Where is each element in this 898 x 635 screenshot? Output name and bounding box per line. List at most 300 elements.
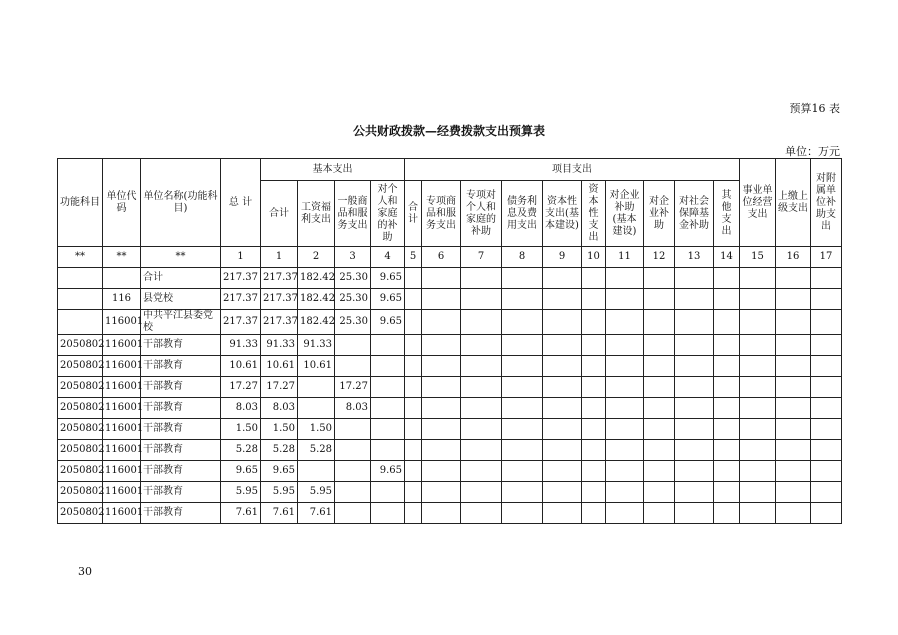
header-individual-subsidy: 对个人和家庭的补助 — [371, 181, 405, 247]
amount-cell — [811, 419, 842, 440]
amount-cell — [811, 503, 842, 524]
amount-cell — [644, 356, 675, 377]
amount-cell — [371, 335, 405, 356]
amount-cell — [335, 335, 371, 356]
amount-cell — [461, 482, 502, 503]
amount-cell — [776, 482, 811, 503]
amount-cell — [461, 503, 502, 524]
amount-cell — [405, 419, 422, 440]
table-row — [58, 482, 842, 503]
amount-cell — [461, 398, 502, 419]
unit-code-cell: 116001 — [103, 356, 141, 377]
amount-cell — [543, 335, 582, 356]
amount-cell — [644, 377, 675, 398]
unit-name-cell: 中共平江县委党校 — [141, 310, 221, 335]
amount-cell: 25.30 — [335, 289, 371, 310]
amount-cell — [543, 356, 582, 377]
amount-cell — [776, 335, 811, 356]
amount-cell: 25.30 — [335, 310, 371, 335]
amount-cell — [606, 268, 644, 289]
amount-cell — [606, 335, 644, 356]
amount-cell: 5.95 — [261, 482, 298, 503]
unit-code-cell: 116001 — [103, 398, 141, 419]
amount-cell: 5.95 — [298, 482, 335, 503]
amount-cell — [644, 335, 675, 356]
index-cell: ** — [103, 247, 141, 268]
amount-cell — [740, 310, 776, 335]
unit-code-cell: 116001 — [103, 377, 141, 398]
amount-cell — [298, 461, 335, 482]
index-cell: 3 — [335, 247, 371, 268]
header-project-expense: 项目支出 — [405, 159, 740, 181]
amount-cell — [582, 503, 606, 524]
amount-cell — [811, 377, 842, 398]
amount-cell — [335, 503, 371, 524]
amount-cell — [405, 356, 422, 377]
amount-cell — [335, 356, 371, 377]
amount-cell — [422, 503, 461, 524]
amount-cell — [543, 310, 582, 335]
amount-cell: 217.37 — [261, 268, 298, 289]
amount-cell — [405, 440, 422, 461]
header-func-code: 功能科目 — [58, 159, 103, 247]
amount-cell — [298, 377, 335, 398]
table-row — [58, 310, 842, 335]
amount-cell — [644, 461, 675, 482]
amount-cell: 1.50 — [261, 419, 298, 440]
func-code-cell — [58, 310, 103, 335]
header-unit-code: 单位代码 — [103, 159, 141, 247]
amount-cell — [502, 289, 543, 310]
amount-cell — [740, 419, 776, 440]
amount-cell — [461, 268, 502, 289]
func-code-cell: 2050802 — [58, 440, 103, 461]
amount-cell — [582, 310, 606, 335]
amount-cell: 5.28 — [221, 440, 261, 461]
amount-cell — [405, 268, 422, 289]
amount-cell: 9.65 — [371, 289, 405, 310]
amount-cell: 182.42 — [298, 289, 335, 310]
amount-cell — [675, 461, 714, 482]
amount-cell — [422, 482, 461, 503]
amount-cell: 217.37 — [221, 268, 261, 289]
amount-cell — [543, 268, 582, 289]
amount-cell — [714, 310, 740, 335]
amount-cell — [714, 461, 740, 482]
index-cell: 1 — [221, 247, 261, 268]
amount-cell: 17.27 — [261, 377, 298, 398]
amount-cell — [776, 419, 811, 440]
amount-cell — [298, 398, 335, 419]
amount-cell — [811, 335, 842, 356]
amount-cell — [606, 356, 644, 377]
unit-code-cell: 116001 — [103, 461, 141, 482]
func-code-cell — [58, 289, 103, 310]
amount-cell — [714, 440, 740, 461]
amount-cell — [675, 482, 714, 503]
amount-cell — [811, 461, 842, 482]
amount-cell — [582, 461, 606, 482]
amount-cell — [582, 289, 606, 310]
amount-cell — [335, 461, 371, 482]
amount-cell: 217.37 — [261, 289, 298, 310]
amount-cell — [335, 419, 371, 440]
amount-cell — [543, 289, 582, 310]
amount-cell: 9.65 — [371, 310, 405, 335]
amount-cell — [675, 398, 714, 419]
amount-cell: 5.28 — [261, 440, 298, 461]
amount-cell: 182.42 — [298, 310, 335, 335]
index-cell: 10 — [582, 247, 606, 268]
table-row — [58, 461, 842, 482]
amount-cell — [371, 482, 405, 503]
amount-cell — [422, 440, 461, 461]
unit-name-cell: 干部教育 — [141, 377, 221, 398]
amount-cell — [502, 356, 543, 377]
table-row — [58, 335, 842, 356]
amount-cell — [582, 419, 606, 440]
amount-cell — [776, 461, 811, 482]
amount-cell — [644, 268, 675, 289]
func-code-cell — [58, 268, 103, 289]
unit-name-cell: 干部教育 — [141, 461, 221, 482]
amount-cell — [714, 377, 740, 398]
amount-cell — [811, 440, 842, 461]
amount-cell: 7.61 — [261, 503, 298, 524]
amount-cell — [644, 419, 675, 440]
index-cell: 5 — [405, 247, 422, 268]
header-special-goods: 专项商品和服务支出 — [422, 181, 461, 247]
table-row — [58, 440, 842, 461]
amount-cell — [502, 310, 543, 335]
amount-cell — [422, 335, 461, 356]
amount-cell: 7.61 — [298, 503, 335, 524]
amount-cell — [644, 398, 675, 419]
header-total: 总 计 — [221, 159, 261, 247]
header-project-total: 合计 — [405, 181, 422, 247]
index-cell: 6 — [422, 247, 461, 268]
amount-cell — [422, 461, 461, 482]
amount-cell — [714, 289, 740, 310]
unit-code-cell: 116001 — [103, 503, 141, 524]
func-code-cell: 2050802 — [58, 482, 103, 503]
header-basic-expense: 基本支出 — [261, 159, 405, 181]
amount-cell — [740, 482, 776, 503]
amount-cell — [776, 377, 811, 398]
index-row — [58, 247, 842, 268]
amount-cell — [776, 356, 811, 377]
header-operating: 事业单位经营支出 — [740, 159, 776, 247]
amount-cell: 91.33 — [261, 335, 298, 356]
amount-cell — [714, 335, 740, 356]
amount-cell — [335, 482, 371, 503]
amount-cell — [582, 335, 606, 356]
index-cell: ** — [141, 247, 221, 268]
table-row — [58, 356, 842, 377]
amount-cell: 217.37 — [221, 310, 261, 335]
func-code-cell: 2050802 — [58, 419, 103, 440]
page-title: 公共财政拨款—经费拨款支出预算表 — [352, 124, 545, 138]
header-turnover: 上缴上级支出 — [776, 159, 811, 247]
unit-label: 单位：万元 — [785, 145, 840, 158]
amount-cell: 7.61 — [221, 503, 261, 524]
index-cell: 12 — [644, 247, 675, 268]
table-row — [58, 503, 842, 524]
amount-cell — [405, 310, 422, 335]
amount-cell — [811, 356, 842, 377]
amount-cell: 9.65 — [221, 461, 261, 482]
func-code-cell: 2050802 — [58, 356, 103, 377]
func-code-cell: 2050802 — [58, 377, 103, 398]
amount-cell: 8.03 — [335, 398, 371, 419]
budget-table — [57, 158, 842, 524]
amount-cell: 5.95 — [221, 482, 261, 503]
index-cell: 4 — [371, 247, 405, 268]
amount-cell — [675, 377, 714, 398]
amount-cell — [714, 419, 740, 440]
index-cell: 13 — [675, 247, 714, 268]
amount-cell — [543, 419, 582, 440]
header-goods-services: 一般商品和服务支出 — [335, 181, 371, 247]
amount-cell — [606, 503, 644, 524]
amount-cell — [606, 461, 644, 482]
amount-cell — [675, 503, 714, 524]
amount-cell — [606, 440, 644, 461]
unit-name-cell: 干部教育 — [141, 503, 221, 524]
amount-cell — [405, 503, 422, 524]
amount-cell — [371, 440, 405, 461]
amount-cell — [644, 440, 675, 461]
amount-cell — [675, 268, 714, 289]
amount-cell — [502, 335, 543, 356]
amount-cell — [606, 398, 644, 419]
amount-cell — [371, 377, 405, 398]
amount-cell — [502, 482, 543, 503]
index-cell: 17 — [811, 247, 842, 268]
table-row — [58, 398, 842, 419]
amount-cell: 10.61 — [298, 356, 335, 377]
header-unit-name: 单位名称(功能科目) — [141, 159, 221, 247]
amount-cell — [714, 503, 740, 524]
amount-cell — [371, 419, 405, 440]
amount-cell — [422, 268, 461, 289]
amount-cell — [740, 398, 776, 419]
header-capital-basic: 资本性支出(基本建设) — [543, 181, 582, 247]
header-salary: 工资福利支出 — [298, 181, 335, 247]
amount-cell — [582, 440, 606, 461]
amount-cell — [461, 419, 502, 440]
amount-cell — [502, 268, 543, 289]
amount-cell — [811, 398, 842, 419]
amount-cell — [740, 440, 776, 461]
amount-cell — [675, 310, 714, 335]
amount-cell — [405, 289, 422, 310]
amount-cell — [582, 398, 606, 419]
func-code-cell: 2050802 — [58, 503, 103, 524]
header-social-security: 对社会保障基金补助 — [675, 181, 714, 247]
header-enterprise: 对企业补助 — [644, 181, 675, 247]
amount-cell: 1.50 — [298, 419, 335, 440]
amount-cell — [644, 289, 675, 310]
unit-name-cell: 干部教育 — [141, 398, 221, 419]
amount-cell — [714, 482, 740, 503]
amount-cell — [740, 503, 776, 524]
amount-cell — [371, 356, 405, 377]
amount-cell — [461, 289, 502, 310]
amount-cell — [502, 419, 543, 440]
unit-name-cell: 县党校 — [141, 289, 221, 310]
form-number: 预算16 表 — [789, 102, 840, 115]
table-row — [58, 419, 842, 440]
amount-cell — [740, 268, 776, 289]
index-cell: 7 — [461, 247, 502, 268]
amount-cell — [740, 461, 776, 482]
amount-cell — [776, 398, 811, 419]
amount-cell: 25.30 — [335, 268, 371, 289]
amount-cell — [776, 268, 811, 289]
amount-cell — [461, 310, 502, 335]
amount-cell — [675, 289, 714, 310]
table-row — [58, 289, 842, 310]
amount-cell — [582, 377, 606, 398]
header-basic-total: 合计 — [261, 181, 298, 247]
header-debt-interest: 债务利息及费用支出 — [502, 181, 543, 247]
amount-cell — [422, 377, 461, 398]
amount-cell — [405, 398, 422, 419]
index-cell: 11 — [606, 247, 644, 268]
amount-cell — [502, 377, 543, 398]
amount-cell — [606, 377, 644, 398]
amount-cell — [371, 503, 405, 524]
amount-cell — [606, 289, 644, 310]
amount-cell — [776, 310, 811, 335]
amount-cell — [714, 398, 740, 419]
amount-cell — [461, 356, 502, 377]
unit-code-cell: 116001 — [103, 440, 141, 461]
unit-name-cell: 干部教育 — [141, 440, 221, 461]
unit-code-cell: 116001 — [103, 419, 141, 440]
amount-cell — [714, 268, 740, 289]
amount-cell — [582, 268, 606, 289]
amount-cell — [335, 440, 371, 461]
header-enterprise-basic: 对企业补助(基本建设) — [606, 181, 644, 247]
amount-cell — [543, 503, 582, 524]
amount-cell: 91.33 — [221, 335, 261, 356]
amount-cell — [543, 461, 582, 482]
amount-cell — [405, 377, 422, 398]
unit-code-cell — [103, 268, 141, 289]
index-cell: 9 — [543, 247, 582, 268]
amount-cell — [461, 335, 502, 356]
amount-cell: 17.27 — [221, 377, 261, 398]
amount-cell — [811, 482, 842, 503]
amount-cell: 9.65 — [371, 461, 405, 482]
amount-cell: 10.61 — [221, 356, 261, 377]
unit-code-cell: 116001 — [103, 310, 141, 335]
index-cell: 16 — [776, 247, 811, 268]
unit-name-cell: 干部教育 — [141, 482, 221, 503]
amount-cell — [776, 440, 811, 461]
amount-cell — [502, 503, 543, 524]
amount-cell — [776, 289, 811, 310]
amount-cell — [502, 440, 543, 461]
amount-cell — [405, 461, 422, 482]
page-number: 30 — [78, 565, 92, 578]
index-cell: 15 — [740, 247, 776, 268]
amount-cell — [675, 440, 714, 461]
amount-cell — [405, 335, 422, 356]
amount-cell: 8.03 — [261, 398, 298, 419]
amount-cell — [740, 356, 776, 377]
index-cell: 8 — [502, 247, 543, 268]
amount-cell: 5.28 — [298, 440, 335, 461]
amount-cell: 217.37 — [221, 289, 261, 310]
amount-cell — [502, 461, 543, 482]
amount-cell — [543, 377, 582, 398]
amount-cell: 1.50 — [221, 419, 261, 440]
amount-cell: 8.03 — [221, 398, 261, 419]
amount-cell — [582, 356, 606, 377]
amount-cell — [714, 356, 740, 377]
func-code-cell: 2050802 — [58, 335, 103, 356]
amount-cell — [606, 482, 644, 503]
amount-cell: 182.42 — [298, 268, 335, 289]
table-row — [58, 268, 842, 289]
func-code-cell: 2050802 — [58, 398, 103, 419]
amount-cell — [811, 289, 842, 310]
index-cell: 14 — [714, 247, 740, 268]
amount-cell — [606, 419, 644, 440]
amount-cell — [422, 310, 461, 335]
amount-cell: 217.37 — [261, 310, 298, 335]
amount-cell — [675, 335, 714, 356]
amount-cell — [675, 356, 714, 377]
amount-cell — [422, 289, 461, 310]
unit-code-cell: 116 — [103, 289, 141, 310]
amount-cell — [675, 419, 714, 440]
index-cell: ** — [58, 247, 103, 268]
amount-cell: 9.65 — [261, 461, 298, 482]
header-special-individual: 专项对个人和家庭的补助 — [461, 181, 502, 247]
amount-cell — [461, 440, 502, 461]
amount-cell — [644, 482, 675, 503]
amount-cell — [543, 482, 582, 503]
unit-code-cell: 116001 — [103, 482, 141, 503]
index-cell: 1 — [261, 247, 298, 268]
amount-cell — [543, 440, 582, 461]
amount-cell — [422, 398, 461, 419]
amount-cell — [502, 398, 543, 419]
amount-cell — [371, 398, 405, 419]
header-other: 其他支出 — [714, 181, 740, 247]
header-subsidiary: 对附属单位补助支出 — [811, 159, 842, 247]
index-cell: 2 — [298, 247, 335, 268]
amount-cell — [582, 482, 606, 503]
unit-name-cell: 干部教育 — [141, 335, 221, 356]
amount-cell — [461, 461, 502, 482]
unit-code-cell: 116001 — [103, 335, 141, 356]
unit-name-cell: 合计 — [141, 268, 221, 289]
amount-cell — [811, 310, 842, 335]
amount-cell — [740, 289, 776, 310]
amount-cell: 17.27 — [335, 377, 371, 398]
amount-cell — [422, 356, 461, 377]
amount-cell — [606, 310, 644, 335]
unit-name-cell: 干部教育 — [141, 419, 221, 440]
amount-cell — [405, 482, 422, 503]
amount-cell — [644, 310, 675, 335]
unit-name-cell: 干部教育 — [141, 356, 221, 377]
